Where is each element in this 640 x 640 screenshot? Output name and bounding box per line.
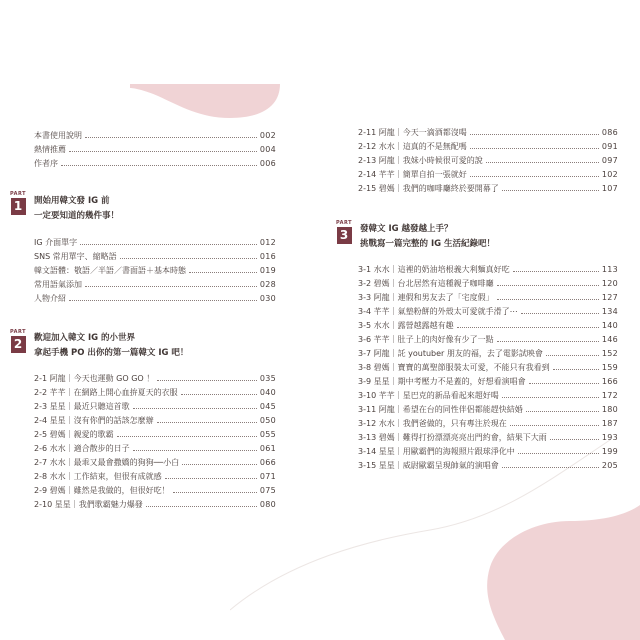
toc-row[interactable] xyxy=(34,130,276,141)
toc-page: 080 xyxy=(259,499,276,509)
dot-leader xyxy=(497,341,599,342)
dot-leader xyxy=(502,397,599,398)
part-word: PART xyxy=(335,220,353,226)
toc-page: 205 xyxy=(601,460,618,470)
toc-row[interactable] xyxy=(358,418,618,429)
toc-row[interactable] xyxy=(34,401,276,412)
dot-leader xyxy=(510,425,599,426)
toc-page: 107 xyxy=(601,183,618,193)
toc-page: 012 xyxy=(259,237,276,247)
toc-label: 2-15 碧媽｜我們的咖啡廳終於要開幕了 xyxy=(358,183,499,193)
toc-page: 172 xyxy=(601,390,618,400)
dot-leader xyxy=(513,271,599,272)
toc-label: 3-13 碧媽｜難得打扮漂漂亮亮出門約會，結果下大雨 xyxy=(358,432,547,442)
toc-row[interactable] xyxy=(358,320,618,331)
dot-leader xyxy=(546,355,599,356)
toc-page: 071 xyxy=(259,471,276,481)
part-number: 3 xyxy=(337,227,352,244)
dot-leader xyxy=(189,272,257,273)
dot-leader xyxy=(529,383,599,384)
part-word: PART xyxy=(9,191,27,197)
toc-row[interactable] xyxy=(358,264,618,275)
toc-label: 3-11 阿龍｜希望在台的同性伴侶都能趕快結婚 xyxy=(358,404,523,414)
toc-row[interactable] xyxy=(34,373,276,384)
toc-row[interactable] xyxy=(34,158,276,169)
toc-page: 028 xyxy=(259,279,276,289)
toc-row[interactable] xyxy=(358,348,618,359)
toc-label: 3-3 阿龍｜連假和男友去了「宅度假」 xyxy=(358,292,494,302)
toc-page: 055 xyxy=(259,429,276,439)
toc-label: 2-5 碧媽｜親愛的歌霸 xyxy=(34,429,114,439)
toc-page: 187 xyxy=(601,418,618,428)
toc-page: 193 xyxy=(601,432,618,442)
dot-leader xyxy=(173,492,257,493)
dot-leader xyxy=(133,450,257,451)
toc-page: 113 xyxy=(601,264,618,274)
toc-row[interactable] xyxy=(34,293,276,304)
dot-leader xyxy=(85,137,257,138)
toc-label: 2-8 水水｜工作結束，但很有成就感 xyxy=(34,471,162,481)
toc-page: 086 xyxy=(601,127,618,137)
dot-leader xyxy=(181,394,257,395)
dot-leader xyxy=(457,327,599,328)
dot-leader xyxy=(470,176,599,177)
toc-label: 2-2 芊芊｜在網路上開心血拚夏天的衣服 xyxy=(34,387,178,397)
toc-label: 3-9 星星｜期中考壓力不是蓋的，好想看演唱會 xyxy=(358,376,526,386)
toc-page: 199 xyxy=(601,446,618,456)
toc-row[interactable] xyxy=(34,499,276,510)
part-number: 1 xyxy=(11,198,26,215)
toc-row[interactable] xyxy=(34,485,276,496)
toc-label: 3-4 芊芊｜氣墊粉餅的外殼太可愛就手滑了⋯ xyxy=(358,306,518,316)
toc-page: 102 xyxy=(601,169,618,179)
toc-row[interactable] xyxy=(34,251,276,262)
toc-row[interactable] xyxy=(358,141,618,152)
dot-leader xyxy=(146,506,257,507)
part-2-badge xyxy=(8,329,28,353)
toc-label: 3-5 水水｜露營越露越有趣 xyxy=(358,320,454,330)
dot-leader xyxy=(157,422,257,423)
dot-leader xyxy=(526,411,599,412)
dot-leader xyxy=(502,190,599,191)
dot-leader xyxy=(182,464,257,465)
toc-row[interactable] xyxy=(34,387,276,398)
toc-label: 作者序 xyxy=(34,158,58,168)
toc-row[interactable] xyxy=(358,404,618,415)
toc-row[interactable] xyxy=(358,432,618,443)
toc-page: 002 xyxy=(259,130,276,140)
dot-leader xyxy=(85,286,257,287)
toc-row[interactable] xyxy=(358,278,618,289)
dot-leader xyxy=(497,299,599,300)
toc-label: 2-10 星星｜我們歌霸魅力爆發 xyxy=(34,499,143,509)
toc-row[interactable] xyxy=(358,460,618,471)
toc-row[interactable] xyxy=(34,237,276,248)
toc-label: 2-11 阿龍｜今天一滴酒都沒喝 xyxy=(358,127,467,137)
toc-label: SNS 常用單字、縮略語 xyxy=(34,251,117,261)
toc-row[interactable] xyxy=(358,446,618,457)
toc-label: 2-7 水水｜最乖又最會撒嬌的狗狗──小白 xyxy=(34,457,180,467)
toc-label: 2-12 水水｜這真的不是無配嗎 xyxy=(358,141,467,151)
toc-page: 075 xyxy=(259,485,276,495)
dot-leader xyxy=(69,151,257,152)
toc-label: 2-3 星星｜最近只聽這首歌 xyxy=(34,401,130,411)
toc-row[interactable] xyxy=(34,279,276,290)
toc-row[interactable] xyxy=(358,169,618,180)
toc-label: 3-14 星星｜用歐霸們的海報照片跟球淨化中 xyxy=(358,446,515,456)
toc-label: 3-7 阿龍｜託 youtuber 朋友的福，去了電影試映會 xyxy=(358,348,543,358)
part-1-badge xyxy=(8,191,28,215)
part-1-title-line2: 一定要知道的幾件事！ xyxy=(34,211,120,221)
dot-leader xyxy=(120,258,257,259)
toc-label: 2-1 阿龍｜今天也運動 GO GO ！ xyxy=(34,373,155,383)
dot-leader xyxy=(497,285,599,286)
part-number: 2 xyxy=(11,336,26,353)
part-3-badge xyxy=(334,220,354,244)
dot-leader xyxy=(502,467,599,468)
toc-row[interactable] xyxy=(34,415,276,426)
toc-row[interactable] xyxy=(358,292,618,303)
toc-label: 人物介紹 xyxy=(34,293,66,303)
toc-page: 061 xyxy=(259,443,276,453)
toc-page: 134 xyxy=(601,306,618,316)
dot-leader xyxy=(165,478,257,479)
toc-label: 3-10 芊芊｜星巴克的新品看起來超好喝 xyxy=(358,390,499,400)
toc-page: 066 xyxy=(259,457,276,467)
dot-leader xyxy=(133,408,257,409)
dot-leader xyxy=(117,436,257,437)
toc-label: 3-1 水水｜這裡的奶油培根義大利麵真好吃 xyxy=(358,264,510,274)
toc-row[interactable] xyxy=(358,155,618,166)
part-1-title-line1: 開始用韓文發 IG 前 xyxy=(34,196,110,206)
dot-leader xyxy=(157,380,257,381)
toc-page: 091 xyxy=(601,141,618,151)
toc-row[interactable] xyxy=(34,429,276,440)
dot-leader xyxy=(470,134,599,135)
part-3-title-line2: 挑戰寫一篇完整的 IG 生活紀錄吧！ xyxy=(360,239,496,249)
part-3-title-line1: 發韓文 IG 越發越上手？ xyxy=(360,224,453,234)
toc-page: 006 xyxy=(259,158,276,168)
dot-leader xyxy=(521,313,599,314)
toc-label: 3-6 芊芊｜肚子上的肉好像有少了一點 xyxy=(358,334,494,344)
toc-row[interactable] xyxy=(358,183,618,194)
toc-row[interactable] xyxy=(358,127,618,138)
toc-page: 152 xyxy=(601,348,618,358)
dot-leader xyxy=(550,439,599,440)
toc-page: 159 xyxy=(601,362,618,372)
toc-label: 3-8 碧媽｜寶寶的萬聖節服裝太可愛，不能只有我看到 xyxy=(358,362,550,372)
toc-label: 3-2 碧媽｜台北居然有這種親子咖啡廳 xyxy=(358,278,494,288)
toc-page: 004 xyxy=(259,144,276,154)
toc-label: 熱情推薦 xyxy=(34,144,66,154)
part-2-title-line1: 歡迎加入韓文 IG 的小世界 xyxy=(34,333,136,343)
toc-label: 2-6 水水｜適合散步的日子 xyxy=(34,443,130,453)
toc-page: 127 xyxy=(601,292,618,302)
right-column xyxy=(335,0,618,640)
toc-page: 045 xyxy=(259,401,276,411)
toc-page: 016 xyxy=(259,251,276,261)
toc-row[interactable] xyxy=(34,265,276,276)
toc-label: 常用語氣添加 xyxy=(34,279,82,289)
dot-leader xyxy=(61,165,257,166)
dot-leader xyxy=(553,369,599,370)
dot-leader xyxy=(470,148,599,149)
dot-leader xyxy=(69,300,257,301)
toc-row[interactable] xyxy=(34,457,276,468)
toc-row[interactable] xyxy=(34,443,276,454)
toc-page: 035 xyxy=(259,373,276,383)
toc-page: 050 xyxy=(259,415,276,425)
toc-row[interactable] xyxy=(34,144,276,155)
dot-leader xyxy=(80,244,257,245)
toc-page: 030 xyxy=(259,293,276,303)
toc-page: 019 xyxy=(259,265,276,275)
toc-page: 120 xyxy=(601,278,618,288)
toc-page: 140 xyxy=(601,320,618,330)
toc-row[interactable] xyxy=(358,362,618,373)
toc-row[interactable] xyxy=(34,471,276,482)
toc-page: 146 xyxy=(601,334,618,344)
left-column xyxy=(9,0,276,640)
toc-label: 3-12 水水｜我們爸做的，只有專注於現在 xyxy=(358,418,507,428)
toc-row[interactable] xyxy=(358,306,618,317)
toc-label: 2-14 芊芊｜簡單自拍一張就好 xyxy=(358,169,467,179)
toc-page: 166 xyxy=(601,376,618,386)
part-2-title-line2: 拿起手機 PO 出你的第一篇韓文 IG 吧！ xyxy=(34,348,189,358)
toc-page: 040 xyxy=(259,387,276,397)
toc-label: IG 介面單字 xyxy=(34,237,78,247)
toc-label: 2-13 阿龍｜我妹小時候很可愛的說 xyxy=(358,155,483,165)
toc-page: 097 xyxy=(601,155,618,165)
toc-row[interactable] xyxy=(358,334,618,345)
dot-leader xyxy=(486,162,599,163)
toc-label: 韓文語體：敬語／半語／書面語＋基本時態 xyxy=(34,265,186,275)
dot-leader xyxy=(518,453,599,454)
toc-label: 3-15 星星｜威尉歐霸呈現帥氣的演唱會 xyxy=(358,460,499,470)
toc-row[interactable] xyxy=(358,390,618,401)
toc-page: 180 xyxy=(601,404,618,414)
toc-label: 2-4 星星｜沒有你們的話該怎麼辦 xyxy=(34,415,154,425)
part-word: PART xyxy=(9,329,27,335)
toc-label: 2-9 碧媽｜雖然是我做的，但很好吃！ xyxy=(34,485,170,495)
toc-row[interactable] xyxy=(358,376,618,387)
toc-label: 本書使用說明 xyxy=(34,130,82,140)
